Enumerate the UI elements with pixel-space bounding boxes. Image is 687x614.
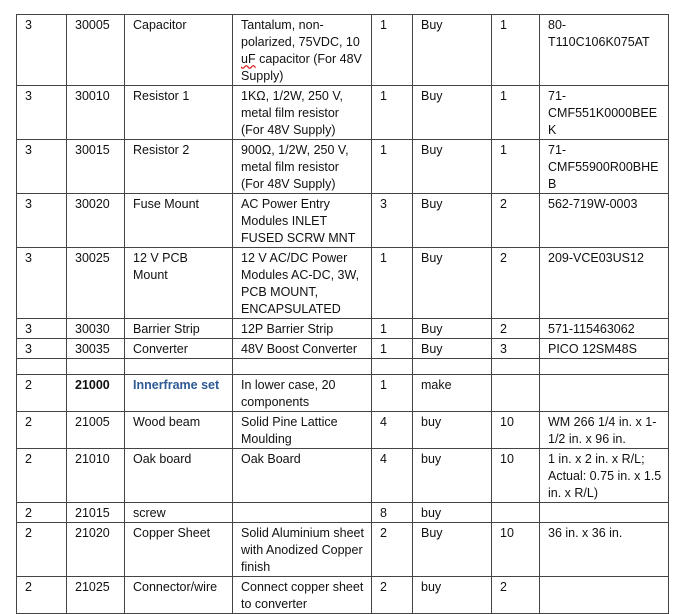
vendor-part-cell [540,503,669,523]
spellcheck-word: uF [241,52,256,66]
count-cell: 10 [492,523,540,577]
level-cell: 2 [17,503,67,523]
vendor-part-cell: 36 in. x 36 in. [540,523,669,577]
action-cell: Buy [413,523,492,577]
count-cell: 10 [492,412,540,449]
action-cell: Buy [413,248,492,319]
vendor-part-cell [540,359,669,375]
count-cell: 2 [492,319,540,339]
vendor-part-cell [540,577,669,614]
action-cell: Buy [413,194,492,248]
count-cell: 1 [492,86,540,140]
part-name-cell: Innerframe set [125,375,233,412]
part-number-cell: 21015 [67,503,125,523]
table-row [17,248,669,319]
part-name-cell: 12 V PCB Mount [125,248,233,319]
part-name-cell: Copper Sheet [125,523,233,577]
table-row [17,194,669,248]
table-row [17,449,669,503]
count-cell [492,359,540,375]
quantity-cell: 8 [372,503,413,523]
count-cell: 1 [492,15,540,86]
part-name-cell: Capacitor [125,15,233,86]
part-name-cell [125,359,233,375]
action-cell: buy [413,577,492,614]
description-cell: 1KΩ, 1/2W, 250 V, metal film resistor (For 48V Supply) [233,86,372,140]
description-cell: 12P Barrier Strip [233,319,372,339]
part-number-cell: 30025 [67,248,125,319]
description-text: Tantalum, non-polarized, 75VDC, 10 [241,18,360,49]
description-cell: 900Ω, 1/2W, 250 V, metal film resistor (For 48V Supply) [233,140,372,194]
level-cell: 3 [17,15,67,86]
description-cell [233,503,372,523]
vendor-part-cell [540,375,669,412]
action-cell: Buy [413,140,492,194]
action-cell: Buy [413,339,492,359]
action-cell [413,359,492,375]
part-number-cell: 21020 [67,523,125,577]
description-cell: Connect copper sheet to converter [233,577,372,614]
quantity-cell: 2 [372,523,413,577]
description-cell: AC Power Entry Modules INLET FUSED SCRW MNT [233,194,372,248]
vendor-part-cell: 1 in. x 2 in. x R/L; Actual: 0.75 in. x 1.5 in. x R/L) [540,449,669,503]
part-number-cell: 30035 [67,339,125,359]
level-cell: 3 [17,86,67,140]
vendor-part-cell: PICO 12SM48S [540,339,669,359]
table-row [17,140,669,194]
description-cell: 48V Boost Converter [233,339,372,359]
table-row [17,412,669,449]
vendor-part-cell: 209-VCE03US12 [540,248,669,319]
table-row [17,503,669,523]
quantity-cell: 1 [372,248,413,319]
part-name-cell: Resistor 1 [125,86,233,140]
vendor-part-cell: 562-719W-0003 [540,194,669,248]
part-number-cell: 30010 [67,86,125,140]
part-name-cell: Resistor 2 [125,140,233,194]
part-number-cell: 21025 [67,577,125,614]
part-name-cell: Fuse Mount [125,194,233,248]
vendor-part-cell: 71-CMF551K0000BEEK [540,86,669,140]
level-cell: 3 [17,140,67,194]
description-cell: Oak Board [233,449,372,503]
level-cell: 2 [17,449,67,503]
level-cell: 2 [17,412,67,449]
description-cell [233,15,372,86]
action-cell: make [413,375,492,412]
count-cell: 2 [492,194,540,248]
count-cell: 2 [492,577,540,614]
table-row-empty [17,359,669,375]
count-cell [492,503,540,523]
action-cell: buy [413,503,492,523]
level-cell [17,359,67,375]
part-name-cell: Wood beam [125,412,233,449]
part-number-cell [67,359,125,375]
level-cell: 3 [17,319,67,339]
description-text: capacitor (For 48V Supply) [241,52,362,83]
count-cell: 3 [492,339,540,359]
part-name-cell: Connector/wire [125,577,233,614]
action-cell: Buy [413,319,492,339]
part-name-cell: Barrier Strip [125,319,233,339]
table-row [17,86,669,140]
level-cell: 2 [17,577,67,614]
quantity-cell: 1 [372,15,413,86]
description-cell: In lower case, 20 components [233,375,372,412]
vendor-part-cell: 80-T110C106K075AT [540,15,669,86]
quantity-cell: 4 [372,449,413,503]
table-row [17,577,669,614]
count-cell [492,375,540,412]
quantity-cell: 4 [372,412,413,449]
quantity-cell: 2 [372,577,413,614]
action-cell: Buy [413,15,492,86]
action-cell: buy [413,449,492,503]
action-cell: Buy [413,86,492,140]
vendor-part-cell: WM 266 1/4 in. x 1-1/2 in. x 96 in. [540,412,669,449]
quantity-cell: 1 [372,140,413,194]
description-cell: Solid Aluminium sheet with Anodized Copper finish [233,523,372,577]
count-cell: 1 [492,140,540,194]
description-cell: Solid Pine Lattice Moulding [233,412,372,449]
table-row-assembly [17,375,669,412]
part-number-cell: 21010 [67,449,125,503]
part-number-cell: 30030 [67,319,125,339]
part-number-cell: 30015 [67,140,125,194]
level-cell: 3 [17,339,67,359]
action-cell: buy [413,412,492,449]
part-name-cell: Converter [125,339,233,359]
vendor-part-cell: 71-CMF55900R00BHEB [540,140,669,194]
level-cell: 3 [17,248,67,319]
quantity-cell [372,359,413,375]
table-row [17,339,669,359]
level-cell: 2 [17,523,67,577]
part-name-cell: screw [125,503,233,523]
part-name-cell: Oak board [125,449,233,503]
description-cell [233,359,372,375]
table-row [17,523,669,577]
part-number-cell: 30020 [67,194,125,248]
count-cell: 10 [492,449,540,503]
part-number-cell: 21005 [67,412,125,449]
level-cell: 2 [17,375,67,412]
count-cell: 2 [492,248,540,319]
quantity-cell: 1 [372,375,413,412]
table-row [17,15,669,86]
quantity-cell: 1 [372,86,413,140]
part-number-cell: 30005 [67,15,125,86]
quantity-cell: 3 [372,194,413,248]
bill-of-materials-table [16,14,669,614]
description-cell: 12 V AC/DC Power Modules AC-DC, 3W, PCB MOUNT, ENCAPSULATED [233,248,372,319]
vendor-part-cell: 571-115463062 [540,319,669,339]
level-cell: 3 [17,194,67,248]
table-row [17,319,669,339]
quantity-cell: 1 [372,319,413,339]
quantity-cell: 1 [372,339,413,359]
part-number-cell: 21000 [67,375,125,412]
